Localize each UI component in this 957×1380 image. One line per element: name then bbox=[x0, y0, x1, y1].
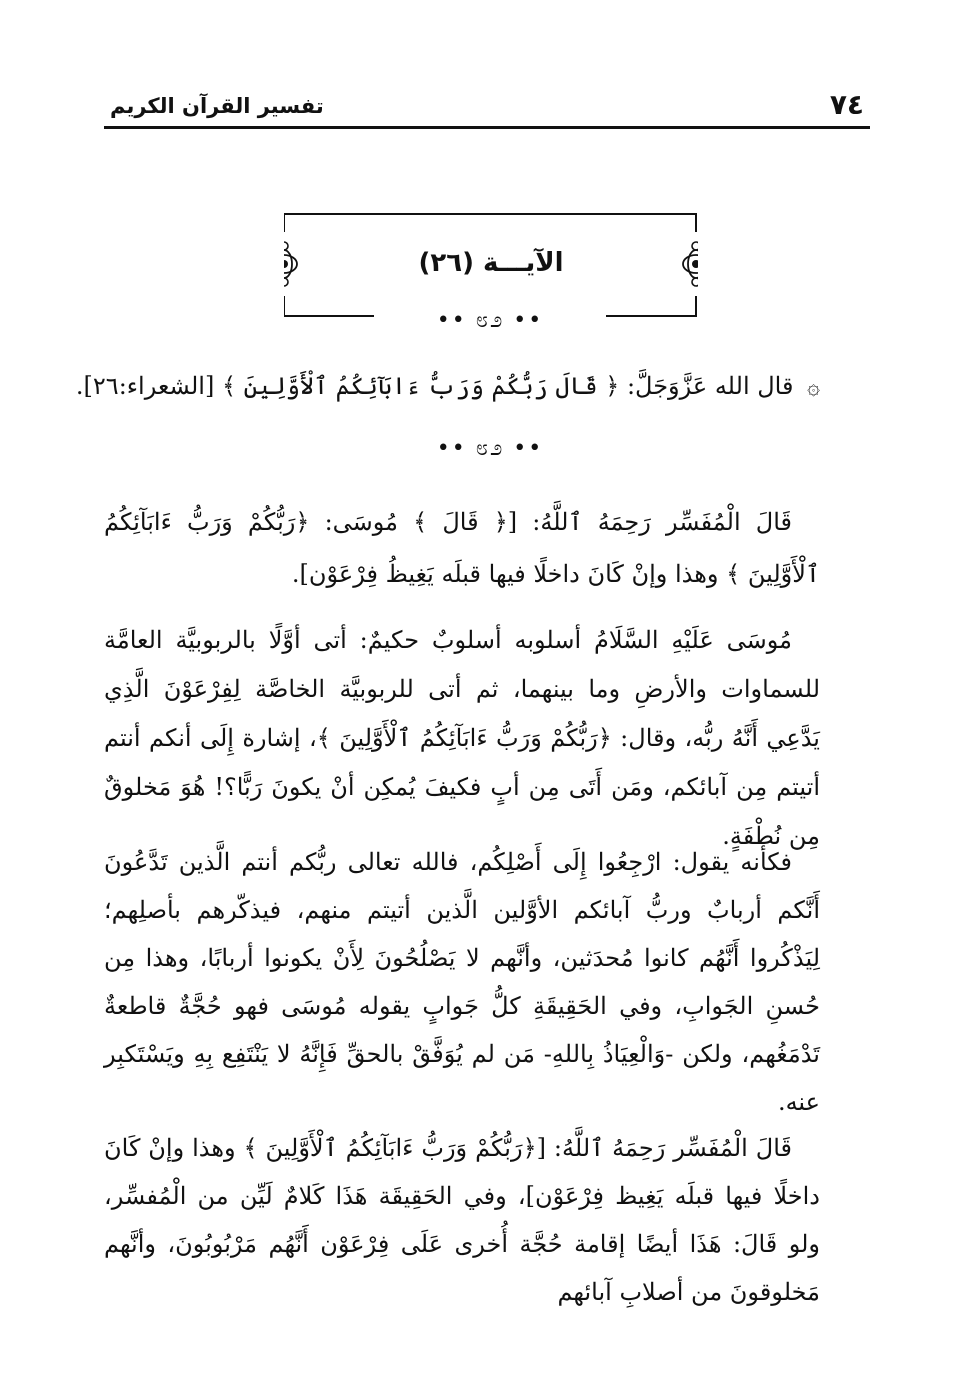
paragraph-1 bbox=[104, 496, 820, 600]
verse-intro bbox=[75, 366, 820, 408]
verse-reference: [الشعراء:٢٦]. bbox=[75, 372, 215, 400]
quran-verse: ﴿ قَالَ رَبُّكُمْ وَرَبُّ ءَابَآئِكُمُ ٱلْأَوَّلِينَ ﴾ bbox=[221, 372, 620, 400]
paragraph-2 bbox=[104, 616, 820, 861]
paragraph-2-text: مُوسَى عَلَيْهِ السَّلَامُ أسلوبه أسلوبٌ حكيمٌ: أتى أوَّلًا بالربوبيَّة العامَّة للسماوات والأرضِ وما بينهما، ثم أتى للربوبيَّة الخاصَّة لِفِرْعَوْنَ الَّذِي يَدَّعِي أَنَّهُ ربُّه، وقال: ﴿رَبُّكُمْ وَرَبُّ ءَابَآئِكُمُ ٱلْأَوَّلِينَ ﴾، إشارة إِلَى أنكم أنتم أتيتم مِن آبائكم، ومَن أَتَى مِن أبٍ فكيفَ يُمكِن أنْ يكونَ رَبًّا؟! هُوَ مَخلوقٌ مِن نُطْفَةٍ. bbox=[104, 626, 821, 850]
paragraph-3-text: فكأنه يقول: ارْجِعُوا إِلَى أَصْلِكُم، فالله تعالى ربُّكم أنتم الَّذين تَدَّعُونَ أَنَّكم أربابٌ وربُّ آبائكم الأوَّلين الَّذين أتيتم منهم، فيذكّرهم بأصلِهم؛ لِيَذْكُروا أَنَّهُم كانوا مُحدَثين، وأنَّهم لا يَصْلُحُونَ لِأَنْ يكونوا أربابًا، وهذا مِن حُسنِ الجَوابِ، وفي الحَقِيقَةِ كلُّ جَوابٍ يقوله مُوسَى فهو حُجَّةٌ قاطعةٌ تَدْمَغُهم، ولكن -وَالْعِيَاذُ بِاللهِ- مَن لم يُوَفَّقْ بالحقِّ فَإِنَّهُ لا يَنْتَفِع بِهِ ويَسْتَكبِر عنه. bbox=[104, 848, 821, 1116]
page-header bbox=[104, 88, 870, 129]
flower-icon: ۞ bbox=[807, 375, 820, 400]
paragraph-3 bbox=[104, 838, 820, 1126]
paragraph-1-text: قَالَ الْمُفَسِّر رَحِمَهُ ٱللَّهُ: [﴿ قَالَ ﴾ مُوسَى: ﴿رَبُّكُمْ وَرَبُّ ءَابَآئِكُمُ ٱلْأَوَّلِينَ ﴾ وهذا وإنْ كَانَ داخلًا فيها قبلَه يَغِيظُ فِرْعَوْن]. bbox=[104, 508, 820, 588]
page-number: ٧٤ bbox=[829, 88, 864, 121]
ayah-title: الآيـــة (٢٦) bbox=[418, 248, 564, 278]
separator-ornament: •• ೮೨ •• bbox=[436, 308, 544, 333]
verse-title-frame bbox=[284, 212, 698, 318]
separator-ornament: •• ೮೨ •• bbox=[436, 436, 544, 461]
paragraph-4 bbox=[104, 1124, 820, 1316]
paragraph-4-text: قَالَ الْمُفَسِّر رَحِمَهُ ٱللَّهُ: [﴿رَبُّكُمْ وَرَبُّ ءَابَآئِكُمُ ٱلْأَوَّلِينَ ﴾ وهذا وإنْ كَانَ داخلًا فيها قبلَه يَغِيظ فِرْعَوْن]، وفي الحَقِيقَة هَذَا كَلامٌ لَيِّن من الْمُفسِّر، ولو قَالَ: هَذَا أيضًا إقامة حُجَّة أُخرى عَلَى فِرْعَوْن أَنَّهُم مَرْبُوبُونَ، وأنَّهم مَخلوقونَ من أصلابِ آبائهم bbox=[104, 1134, 820, 1306]
book-title: تفسير القرآن الكريم bbox=[110, 94, 324, 118]
verse-lead: قال الله عَزَّوَجَلَّ: bbox=[626, 372, 794, 400]
